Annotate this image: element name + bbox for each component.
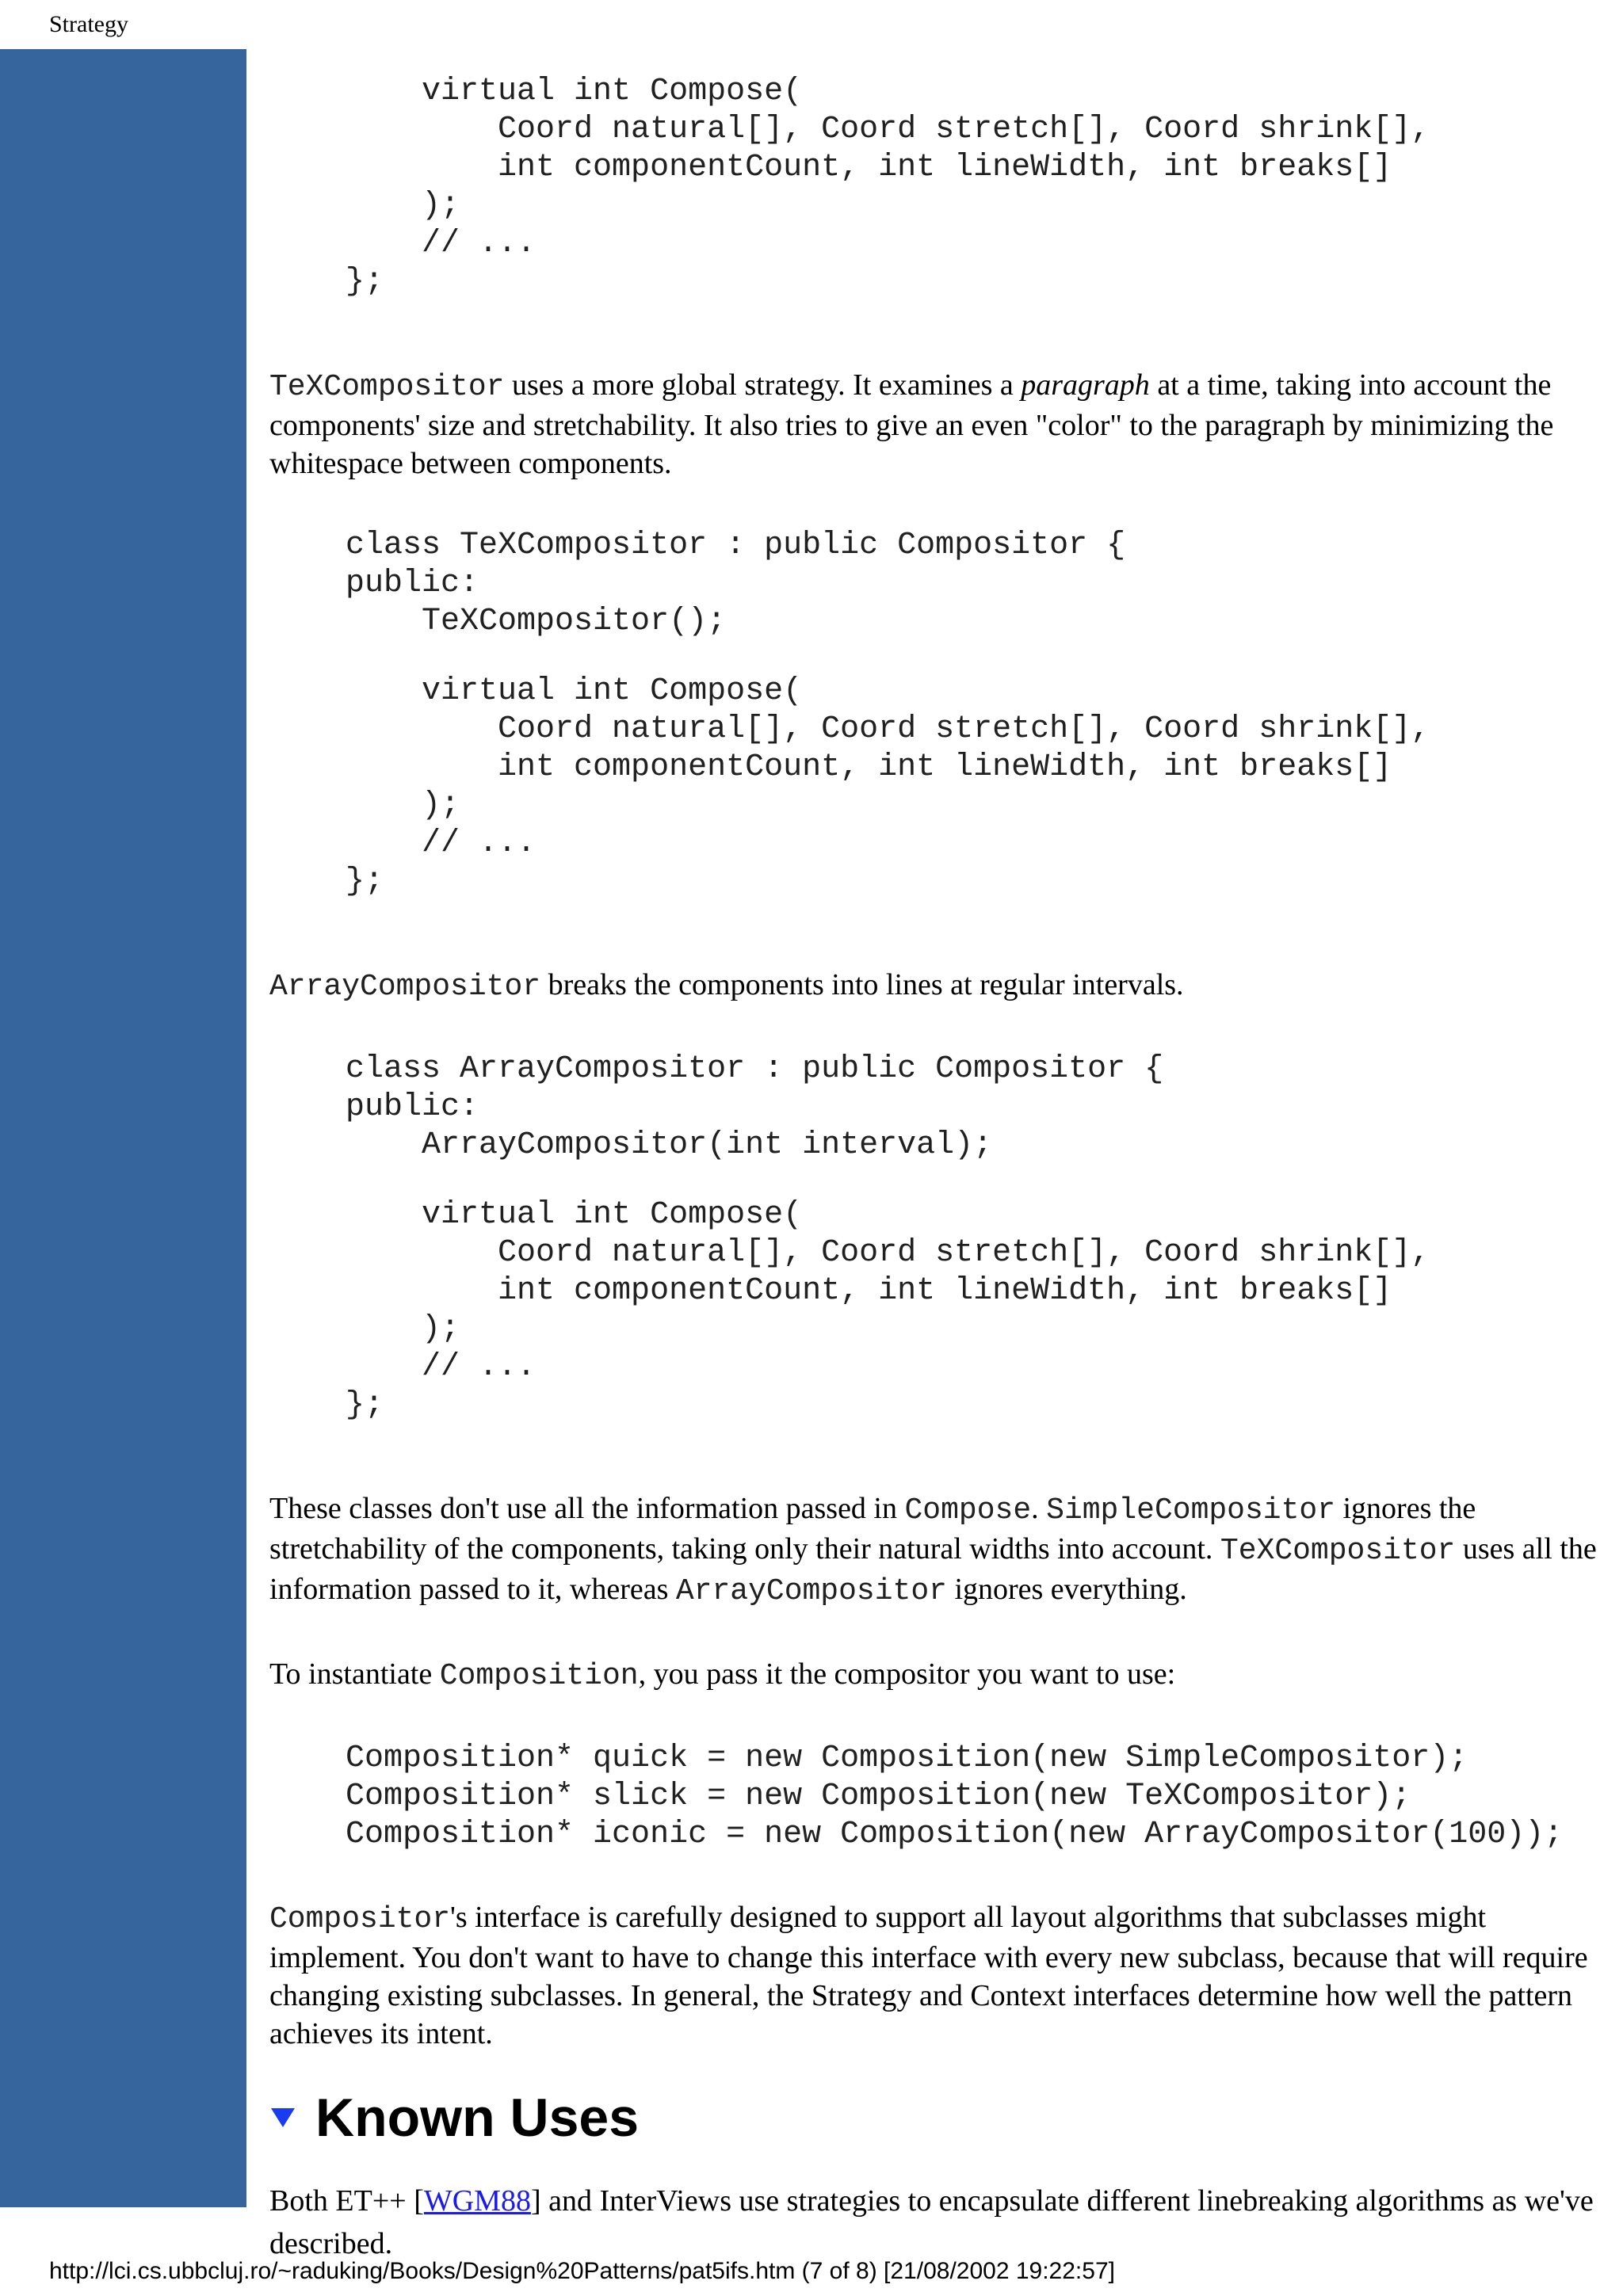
inline-code: ArrayCompositor [675, 1574, 947, 1608]
inline-code: Compositor [269, 1902, 451, 1936]
code-line: }; [346, 264, 384, 299]
page-footer-url: http://lci.cs.ubbcluj.ro/~raduking/Books/Design%20Patterns/pat5ifs.htm (7 of 8) [21/08/2002 19:22:57] [49, 2258, 1115, 2284]
code-line: Coord natural[], Coord stretch[], Coord shrink[], [346, 1235, 1430, 1271]
code-line: virtual int Compose( [346, 74, 803, 109]
code-line: int componentCount, int lineWidth, int breaks[] [346, 749, 1392, 785]
sidebar-band [0, 49, 246, 2207]
citation-link-wgm88[interactable]: WGM88 [423, 2184, 531, 2218]
code-block-composition [269, 1740, 1601, 1854]
code-line: // ... [346, 226, 537, 261]
code-block-simple-compose [269, 73, 1601, 301]
code-line: ArrayCompositor(int interval); [346, 1127, 993, 1163]
page-header-title: Strategy [49, 11, 128, 37]
inline-code: TeXCompositor [1220, 1534, 1456, 1568]
inline-code: Composition [439, 1659, 639, 1693]
known-uses-heading: Known Uses [269, 2086, 1601, 2149]
inline-code: Compose [904, 1493, 1032, 1527]
inline-code: SimpleCompositor [1046, 1493, 1335, 1527]
code-line: class TeXCompositor : public Compositor { [346, 528, 1126, 563]
paragraph-compositor-interface: Compositor's interface is carefully designed to support all layout algorithms that subclasses might implement. You don't want to have to change this interface with every new subclass, because that will require changing existing subclasses. In general, the Strategy and Context interfaces determine how well the pattern achieves its intent. [269, 1901, 1588, 2050]
code-line: int componentCount, int lineWidth, int breaks[] [346, 150, 1392, 185]
emphasis: paragraph [1021, 368, 1150, 402]
paragraph-arraycompositor: ArrayCompositor breaks the components into lines at regular intervals. [269, 968, 1184, 1004]
code-line: public: [346, 566, 479, 601]
inline-code: ArrayCompositor [269, 970, 541, 1004]
paragraph-instantiate: To instantiate Composition, you pass it the compositor you want to use: [269, 1657, 1176, 1693]
code-line: // ... [346, 826, 537, 861]
code-line: Composition* iconic = new Composition(new ArrayCompositor(100)); [346, 1817, 1564, 1852]
code-line: Composition* quick = new Composition(new SimpleCompositor); [346, 1741, 1468, 1776]
code-line: TeXCompositor(); [346, 604, 727, 639]
code-line: Coord natural[], Coord stretch[], Coord shrink[], [346, 112, 1430, 147]
code-line: Coord natural[], Coord stretch[], Coord shrink[], [346, 711, 1430, 747]
code-line: virtual int Compose( [346, 1197, 803, 1233]
inline-code: TeXCompositor [269, 370, 505, 404]
paragraph-known-uses: Both ET++ [WGM88] and InterViews use strategies to encapsulate different linebreaking algorithms as we've described. [269, 2184, 1594, 2260]
code-line: int componentCount, int lineWidth, int breaks[] [346, 1273, 1392, 1309]
code-line: // ... [346, 1349, 537, 1385]
code-line: class ArrayCompositor : public Compositor { [346, 1051, 1164, 1087]
code-line: ); [346, 1311, 460, 1347]
triangle-marker-icon [271, 2108, 295, 2127]
content [269, 73, 1601, 2265]
code-block-arraycompositor [269, 1051, 1601, 1425]
paragraph-compose-usage: These classes don't use all the information passed in Compose. SimpleCompositor ignores the stretchability of the components, taking only their natural widths into account. TeXCompositor uses all the information passed to it, whereas ArrayCompositor ignores everything. [269, 1492, 1597, 1608]
code-line: virtual int Compose( [346, 673, 803, 709]
code-line: }; [346, 1387, 384, 1423]
code-block-texcompositor [269, 527, 1601, 901]
code-line: ); [346, 188, 460, 223]
paragraph-texcompositor: TeXCompositor uses a more global strategy. It examines a paragraph at a time, taking into account the components' size and stretchability. It also tries to give an even "color" to the paragraph by minimizing the whitespace between components. [269, 368, 1554, 480]
code-line: }; [346, 864, 384, 899]
code-line: Composition* slick = new Composition(new TeXCompositor); [346, 1779, 1411, 1814]
code-line: ); [346, 788, 460, 823]
code-line: public: [346, 1089, 479, 1125]
